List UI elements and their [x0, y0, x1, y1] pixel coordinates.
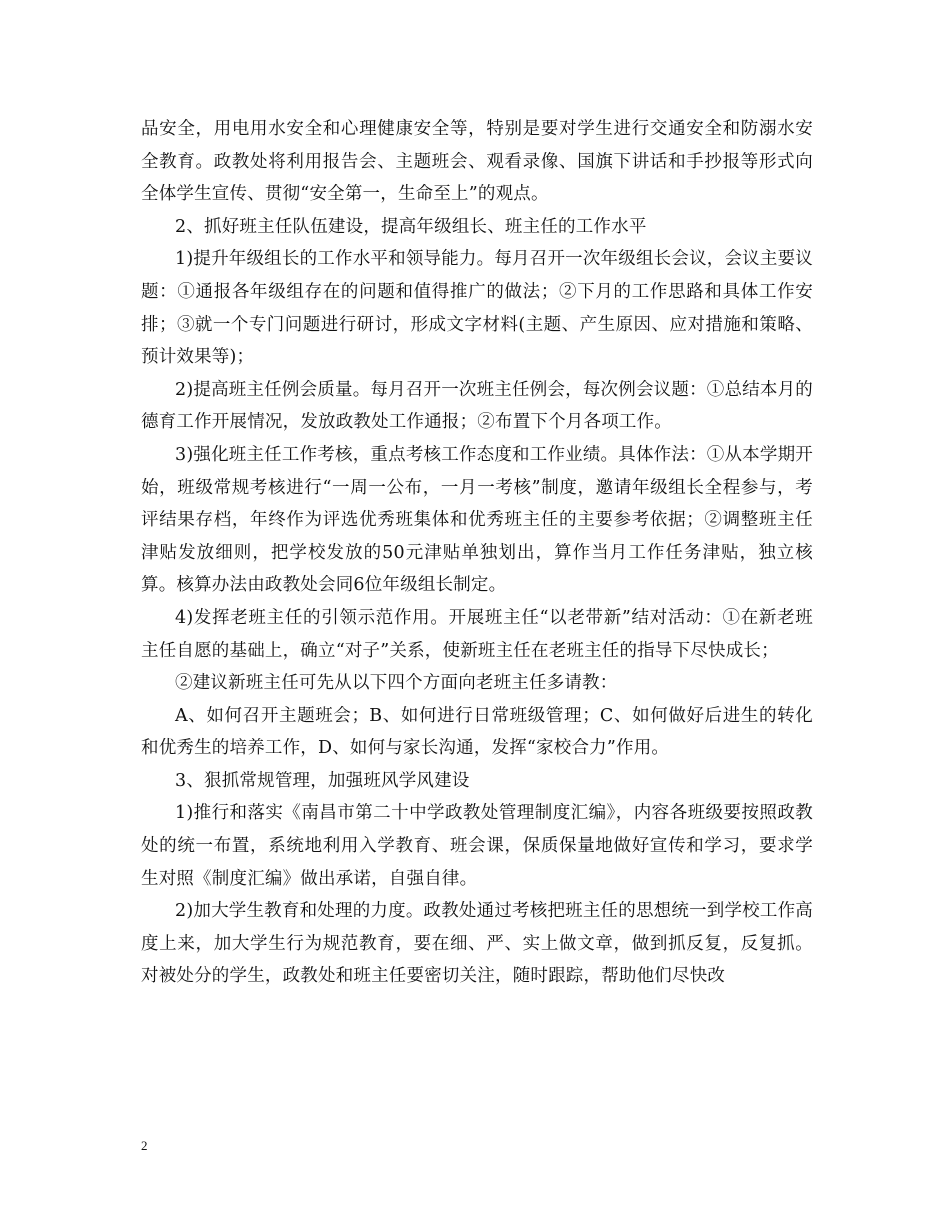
paragraph-1: 品安全，用电用水安全和心理健康安全等，特别是要对学生进行交通安全和防溺水安全教育。政教处将利用报告会、主题班会、观看录像、国旗下讲话和手抄报等形式向全体学生宣传、贯彻“安全第一，生命至上”的观点。	[141, 119, 813, 205]
section-heading-class-teacher: 2、抓好班主任队伍建设，提高年级组长、班主任的工作水平	[175, 216, 647, 237]
paragraph-mentoring: 4)发挥老班主任的引领示范作用。开展班主任“以老带新”结对活动：①在新老班主任自愿的基础上，确立“对子”关系，使新班主任在老班主任的指导下尽快成长；	[141, 607, 813, 661]
section-heading-routine-management: 3、狠抓常规管理，加强班风学风建设	[175, 770, 470, 791]
paragraph-student-education: 2)加大学生教育和处理的力度。政教处通过考核把班主任的思想统一到学校工作高度上来，加大学生行为规范教育，要在细、严、实上做文章，做到抓反复，反复抓。对被处分的学生，政教处和班主任要密切关注，随时跟踪，帮助他们尽快改	[141, 901, 813, 987]
document-body	[141, 113, 813, 993]
paragraph-assessment: 3)强化班主任工作考核，重点考核工作态度和工作业绩。具体作法：①从本学期开始，班级常规考核进行“一周一公布，一月一考核”制度，邀请年级组长全程参与，考评结果存档，年终作为评选优秀班集体和优秀班主任的主要参考依据；②调整班主任津贴发放细则，把学校发放的50元津贴单独划出，算作当月工作任务津贴，独立核算。核算办法由政教处会同6位年级组长制定。	[141, 444, 813, 596]
paragraph-advice: ②建议新班主任可先从以下四个方面向老班主任多请教：	[175, 673, 618, 694]
paragraph-regulations: 1)推行和落实《南昌市第二十中学政教处管理制度汇编》，内容各班级要按照政教处的统一布置，系统地利用入学教育、班会课，保质保量地做好宣传和学习，要求学生对照《制度汇编》做出承诺，自强自律。	[141, 803, 813, 889]
paragraph-topics-list: A、如何召开主题班会；B、如何进行日常班级管理；C、如何做好后进生的转化和优秀生的培养工作，D、如何与家长沟通，发挥“家校合力”作用。	[141, 705, 813, 759]
paragraph-meeting-quality: 2)提高班主任例会质量。每月召开一次班主任例会，每次例会议题：①总结本月的德育工作开展情况，发放政教处工作通报；②布置下个月各项工作。	[141, 379, 813, 433]
paragraph-grade-leader: 1)提升年级组长的工作水平和领导能力。每月召开一次年级组长会议，会议主要议题：①通报各年级组存在的问题和值得推广的做法；②下月的工作思路和具体工作安排；③就一个专门问题进行研讨，形成文字材料(主题、产生原因、应对措施和策略、预计效果等)；	[141, 249, 813, 368]
page-number: 2	[141, 1138, 148, 1153]
